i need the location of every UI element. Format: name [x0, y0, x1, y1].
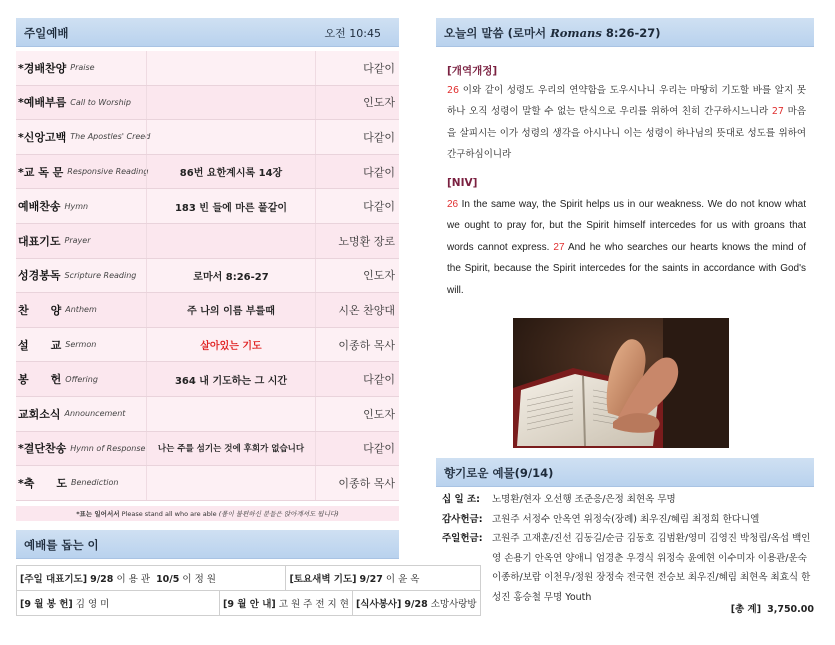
- order-row: [16, 466, 399, 501]
- scripture-title: 오늘의 말씀: [444, 26, 504, 40]
- helper-name: 소망사랑방: [430, 599, 477, 610]
- order-item-ko: 찬 양: [18, 303, 62, 317]
- order-item-detail: [146, 86, 316, 120]
- order-row: [16, 328, 399, 363]
- standing-note-italic: (몸이 불편하신 분들은 앉아계셔도 됩니다): [218, 510, 339, 518]
- order-item-detail: 183 빈 들에 마른 풀같이: [146, 189, 316, 223]
- order-item-en: Scripture Reading: [64, 270, 137, 280]
- worship-order-table: [16, 51, 399, 501]
- helper-name: 이 정 원: [182, 574, 216, 585]
- order-item-detail: [146, 120, 316, 154]
- order-item-leader: 인도자: [363, 407, 395, 421]
- order-item-ko: *교 독 문: [18, 165, 64, 179]
- order-item-en: Anthem: [65, 305, 97, 315]
- helpers-row: [17, 566, 481, 591]
- order-item-en: Offering: [65, 374, 98, 384]
- order-item-ko: *경배찬양: [18, 61, 67, 75]
- order-item-leader: 이종하 목사: [338, 338, 395, 352]
- worship-time: 오전 10:45: [324, 27, 381, 40]
- order-row: [16, 362, 399, 397]
- worship-header: [16, 18, 399, 47]
- order-row: [16, 259, 399, 294]
- order-row: [16, 120, 399, 155]
- helper-label: [식사봉사]: [355, 599, 402, 610]
- helper-label: [9 월 안 내]: [222, 599, 276, 610]
- order-item-detail: [146, 466, 316, 500]
- offering-list: [442, 490, 814, 615]
- helper-date: 10/5: [156, 574, 180, 585]
- scripture-ref-close: 8:26-27): [605, 26, 661, 40]
- verse-number: 27: [553, 241, 565, 253]
- order-item-en: Responsive Reading: [67, 167, 149, 177]
- order-item-leader: 인도자: [363, 269, 395, 283]
- order-item-leader: 다같이: [363, 165, 395, 179]
- order-row: [16, 189, 399, 224]
- order-row: [16, 432, 399, 467]
- korean-version-label: [개역개정]: [447, 65, 498, 77]
- worship-title: 주일예배: [24, 26, 69, 40]
- standing-note: [16, 506, 399, 521]
- order-item-leader: 인도자: [363, 96, 395, 110]
- order-item-detail: 364 내 기도하는 그 시간: [146, 362, 316, 396]
- order-item-ko: 교회소식: [18, 407, 61, 421]
- order-item-ko: 예배찬송: [18, 200, 61, 214]
- offering-label: 감사헌금:: [442, 513, 483, 525]
- verse-number: 27: [771, 106, 784, 118]
- order-row: [16, 51, 399, 86]
- order-item-detail: 로마서 8:26-27: [146, 259, 316, 293]
- helpers-table: [16, 565, 481, 616]
- offering-total-value: 3,750.00: [767, 604, 814, 615]
- order-item-ko: 설 교: [18, 338, 62, 352]
- helper-date: 9/28: [404, 599, 428, 610]
- helpers-cell: [17, 566, 286, 591]
- english-passage: [447, 194, 806, 301]
- order-item-detail: [146, 224, 316, 258]
- praying-hands-illustration: [513, 318, 729, 448]
- order-row: [16, 397, 399, 432]
- order-item-ko: *예배부름: [18, 96, 67, 110]
- order-row: [16, 155, 399, 190]
- order-item-leader: 다같이: [363, 373, 395, 387]
- offering-total: [731, 601, 814, 615]
- offering-total-label: [총 계]: [730, 604, 762, 615]
- standing-note-text: Please stand all who are able: [121, 510, 217, 518]
- order-item-leader: 노명환 장로: [338, 234, 395, 248]
- offering-row: [442, 529, 814, 607]
- scripture-ref-open: (로마서: [507, 26, 547, 40]
- order-item-ko: *신앙고백: [18, 130, 67, 144]
- order-item-leader: 다같이: [363, 130, 395, 144]
- order-item-leader: 시온 찬양대: [338, 303, 395, 317]
- scripture-header: [436, 18, 814, 47]
- order-item-leader: 다같이: [363, 200, 395, 214]
- order-item-detail: [146, 51, 316, 85]
- helper-date: 9/28: [90, 574, 114, 585]
- order-item-en: Praise: [70, 63, 95, 73]
- helper-name: 이 윤 옥: [385, 574, 420, 585]
- offering-label: 주일헌금:: [442, 533, 483, 544]
- helpers-header: [16, 530, 399, 559]
- standing-note-bold: *표는 일어서서: [76, 510, 120, 518]
- order-item-leader: 다같이: [363, 442, 395, 456]
- sermon-title: 살아있는 기도: [146, 328, 316, 362]
- order-row: [16, 224, 399, 259]
- verse-number: 26: [447, 199, 459, 210]
- order-row: [16, 293, 399, 328]
- verse-number: 26: [447, 85, 460, 96]
- verse-text: 마음을 살피시는 이가 성령의 생각을 아시나니 이는 성령이 하나님의 뜻대로 성도를 위하여 간구하심이니라: [447, 106, 806, 161]
- korean-passage: [447, 80, 806, 166]
- order-item-detail: 나는 주를 섬기는 것에 후회가 없습니다: [146, 432, 316, 466]
- order-item-en: Announcement: [64, 409, 126, 419]
- helpers-row: [17, 591, 481, 616]
- praying-hands-photo: [513, 318, 729, 448]
- order-item-en: The Apostles' Creed: [70, 132, 151, 142]
- order-item-en: Sermon: [65, 340, 97, 350]
- order-item-detail: [146, 397, 316, 431]
- offering-header: [436, 458, 814, 487]
- order-item-en: Hymn: [64, 201, 89, 211]
- helpers-cell: [219, 591, 352, 616]
- order-item-leader: 다같이: [363, 61, 395, 75]
- order-item-detail: 86번 요한계시록 14장: [146, 155, 316, 189]
- offering-row: [442, 510, 814, 530]
- scripture-ref-en: Romans: [550, 26, 602, 40]
- order-item-ko: 봉 헌: [18, 373, 62, 387]
- verse-text: In the same way, the Spirit helps us in our weakness. We do not know what we ought to pray for, but the Spirit himself intercedes for us with groans that words cannot express.: [447, 199, 806, 253]
- order-item-en: Call to Worship: [70, 97, 131, 107]
- helper-label: [9 월 봉 헌]: [20, 599, 73, 610]
- order-item-en: Hymn of Response: [70, 443, 146, 453]
- verse-text: And he who searches our hearts knows the mind of the Spirit, because the Spirit intercedes for the saints in accordance with God's will.: [447, 241, 807, 296]
- helper-name: 이 용 관: [116, 574, 151, 585]
- helper-date: 9/27: [359, 574, 383, 585]
- offering-names: 고원주 서정수 안옥연 위정숙(장례) 최우진/혜림 최정희 한다니엘: [492, 513, 760, 525]
- helper-label: [토요새벽 기도]: [289, 574, 357, 585]
- offering-row: [442, 490, 814, 510]
- helpers-cell: [17, 591, 220, 616]
- helper-name: 김 영 미: [75, 599, 110, 610]
- offering-names: 고원주 고재훈/진선 김동길/순금 김동호 김범환/영미 김영진 박청림/옥섭 백인영 손용기 안옥연 양애니 엄경춘 우경식 위정숙 윤예현 이수미자 이용관/운숙 이종하/보람 이천우/정원 장정숙 전국현 전승보 최우진/혜림 최현옥 최효식 한성진 홍승철 무명 Youth: [492, 533, 811, 603]
- offering-title: 향기로운 예물(9/14): [444, 466, 554, 480]
- helper-label: [주일 대표기도]: [20, 574, 88, 585]
- order-item-ko: 대표기도: [18, 234, 61, 248]
- verse-text: 이와 같이 성령도 우리의 연약함을 도우시나니 우리는 마땅히 기도할 바를 알지 못하나 오직 성령이 말할 수 없는 탄식으로 우리를 위하여 친히 간구하시느니라: [447, 85, 806, 118]
- niv-version-label: [NIV]: [447, 177, 478, 189]
- offering-names: 노명환/현자 오선행 조준응/은정 최현옥 무명: [492, 494, 676, 505]
- helpers-title: 예배를 돕는 이: [24, 538, 99, 552]
- order-item-ko: 성경봉독: [18, 269, 61, 283]
- order-item-detail: 주 나의 이름 부를때: [146, 293, 316, 327]
- order-item-leader: 이종하 목사: [338, 476, 395, 490]
- helper-name: 고 원 주 전 지 현: [278, 599, 349, 610]
- order-item-en: Benediction: [71, 478, 119, 488]
- offering-label: 십 일 조:: [442, 494, 480, 505]
- order-row: [16, 86, 399, 121]
- order-item-ko: *축 도: [18, 476, 68, 490]
- order-item-en: Prayer: [64, 236, 91, 246]
- order-item-ko: *결단찬송: [18, 442, 67, 456]
